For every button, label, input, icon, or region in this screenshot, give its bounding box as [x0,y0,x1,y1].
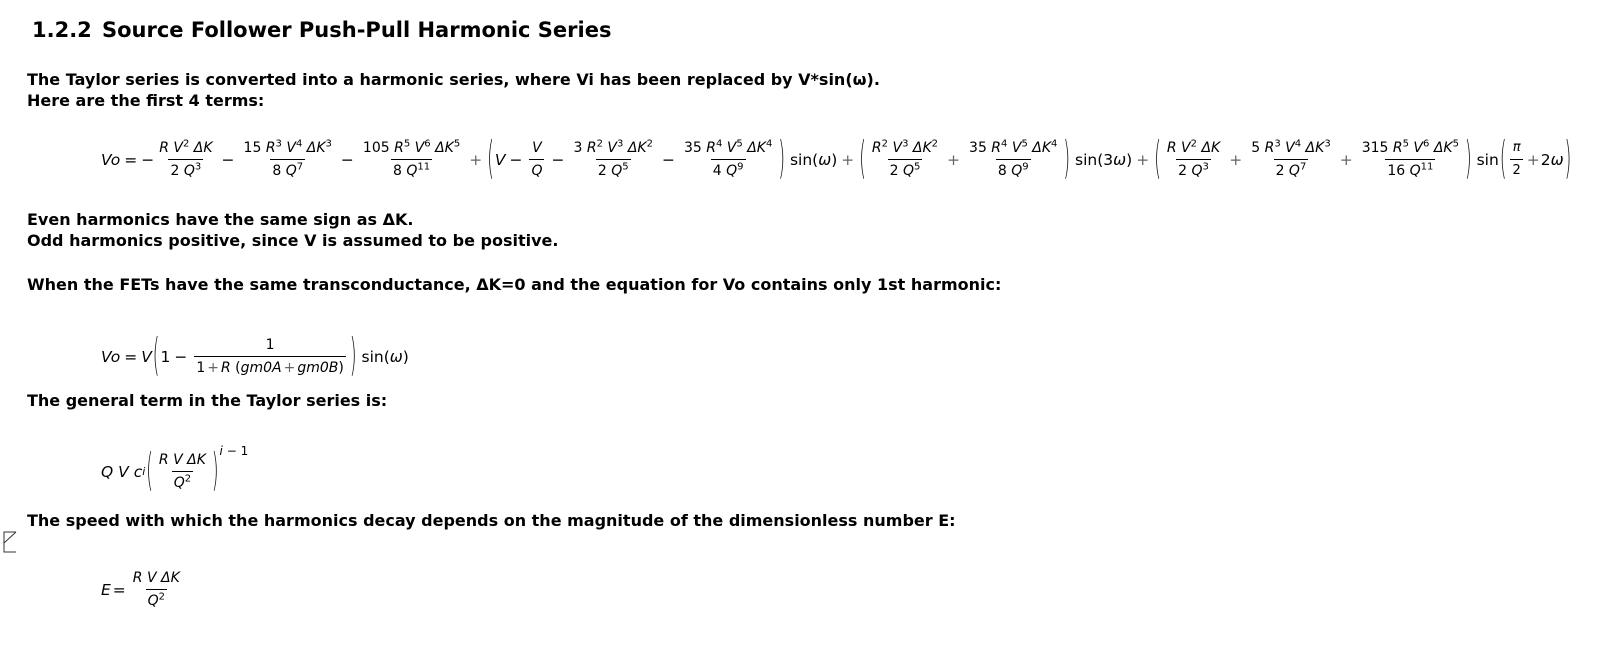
intro-paragraph [27,69,880,111]
equation-first-harmonic: Vo = V ( 1 − $\frac{1}{1 + R (gm0A + gm0B)}$ ) sin( ω ) [101,330,409,383]
equation-E-definition: E = $\frac{\text{R V ΔK}}{Q^2}$ [101,570,180,609]
equation-harmonic-series: Vo = − $\frac{R V^2 \Delta K}{2 Q^3}$ − $\frac{15 R^3 V^4 \Delta K^3}{8 Q^7}$ − $\frac{105 R^5 V^6 \Delta K^5}{8 Q^{11}}$ + ( V − $\frac{V}{Q}$ − $\frac{3 R^2 V^3 \Delta K^2}{2 Q^5}$ − $\frac{35 R^4 V^5 \Delta K^4}{4 Q^9}$ ) sin( ω ) + ( $\frac{R^2 V^3 \Delta K^2}{2 Q^5}$ + $\frac{35 R^4 V^5 \Delta K^4}{8 Q^9}$ ) sin(3 ω ) + ( $\frac{R V^2 \Delta K}{2 Q^3}$ + $\frac{5 R^3 V^4 \Delta K^3}{2 Q^7}$ + $\frac{315 R^5 V^6 \Delta K^5}{16 Q^{11}}$ ) sin ( $\frac{\pi}{2}$ + 2 ω ) [101,133,1572,186]
general-term-paragraph: The general term in the Taylor series is: [27,391,388,410]
intro-line-1: The Taylor series is converted into a harmonic series, where Vi has been replaced by V*sin(ω). [27,70,880,89]
cell-bracket-icon[interactable] [3,531,17,553]
section-title: Source Follower Push-Pull Harmonic Series [102,18,612,42]
same-transconductance-paragraph: When the FETs have the same transconductance, ΔK=0 and the equation for Vo contains only 1st harmonic: [27,275,1002,294]
odd-harmonics-line: Odd harmonics positive, since V is assumed to be positive. [27,231,559,250]
intro-line-2: Here are the first 4 terms: [27,91,265,110]
section-number: 1.2.2 [32,18,92,42]
even-harmonics-line: Even harmonics have the same sign as ΔK. [27,210,414,229]
section-heading [32,18,611,42]
equation-general-term: Q V c i ( $\frac{\text{R V ΔK}}{Q^2}$ ) i − 1 [101,444,249,498]
harmonic-sign-paragraph [27,209,558,251]
decay-paragraph: The speed with which the harmonics decay depends on the magnitude of the dimensionless number E: [27,511,956,530]
